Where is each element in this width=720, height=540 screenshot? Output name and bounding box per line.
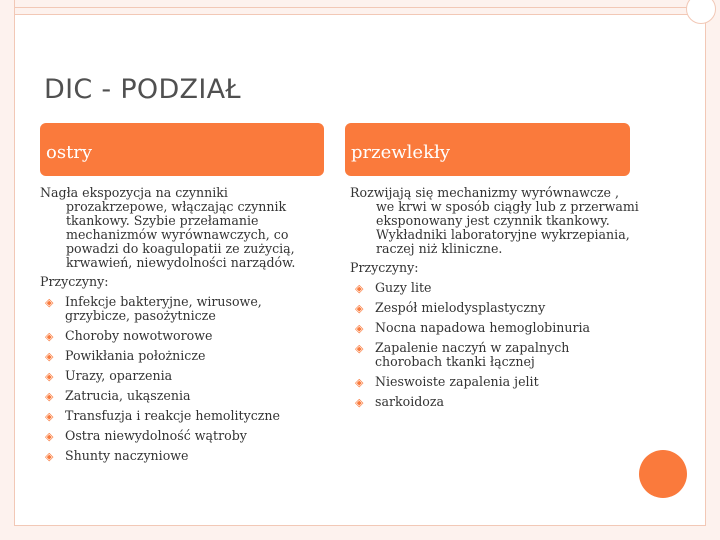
list-item: ◈ Nocna napadowa hemoglobinuria — [355, 320, 591, 335]
diamond-bullet-icon: ◈ — [355, 342, 364, 355]
decor-circle-bottom — [639, 450, 687, 498]
list-item: ◈ Zespół mielodysplastyczny — [355, 300, 546, 315]
list-item: ◈ Zatrucia, ukąszenia — [45, 388, 191, 403]
diamond-bullet-icon: ◈ — [355, 282, 364, 295]
diamond-bullet-icon: ◈ — [45, 330, 54, 343]
diamond-bullet-icon: ◈ — [45, 430, 54, 443]
diamond-bullet-icon: ◈ — [45, 450, 54, 463]
diamond-bullet-icon: ◈ — [45, 296, 54, 309]
decor-circle-top — [686, 0, 716, 24]
list-item: ◈ Zapalenie naczyń w zapalnych chorobach tkanki łącznej — [355, 340, 570, 369]
list-item: ◈ Powikłania położnicze — [45, 348, 206, 363]
list-item: ◈ Choroby nowotworowe — [45, 328, 213, 343]
column-acute — [40, 186, 330, 463]
header-chronic — [345, 123, 630, 176]
diamond-bullet-icon: ◈ — [45, 390, 54, 403]
acute-description: Nagła ekspozycja na czynniki prozakrzepowe, włączając czynnik tkankowy. Szybie przełamanie mechanizmów wyrównawczych, co powadzi do koagulopatii ze zużycią, krwawień, niewydolności narządów. — [40, 185, 296, 270]
list-item: ◈ Urazy, oparzenia — [45, 368, 173, 383]
list-item: ◈ Infekcje bakteryjne, wirusowe, grzybicze, pasożytnicze — [45, 294, 262, 323]
diamond-bullet-icon: ◈ — [355, 396, 364, 409]
chronic-causes-list — [350, 281, 640, 409]
list-item: ◈ Transfuzja i reakcje hemolityczne — [45, 408, 280, 423]
diamond-bullet-icon: ◈ — [45, 350, 54, 363]
top-divider — [14, 7, 706, 8]
list-item: ◈ Ostra niewydolność wątroby — [45, 428, 247, 443]
acute-causes-list — [40, 295, 330, 463]
list-item: ◈ Guzy lite — [355, 280, 432, 295]
slide-title: DIC - PODZIAŁ — [44, 74, 241, 105]
diamond-bullet-icon: ◈ — [45, 410, 54, 423]
left-corner-line — [14, 0, 15, 30]
list-item: ◈ sarkoidoza — [355, 394, 445, 409]
header-chronic-label: przewlekły — [351, 142, 450, 163]
chronic-causes-label: Przyczyny: — [350, 260, 419, 275]
header-acute-label: ostry — [46, 142, 93, 163]
diamond-bullet-icon: ◈ — [355, 376, 364, 389]
diamond-bullet-icon: ◈ — [45, 370, 54, 383]
column-chronic — [350, 186, 640, 409]
acute-causes-label: Przyczyny: — [40, 274, 109, 289]
diamond-bullet-icon: ◈ — [355, 302, 364, 315]
chronic-description: Rozwijają się mechanizmy wyrównawcze , we krwi w sposób ciągły lub z przerwami eksponowany jest czynnik tkankowy. Wykładniki laboratoryjne wykrzepiania, raczej niż kliniczne. — [350, 185, 639, 256]
list-item: ◈ Nieswoiste zapalenia jelit — [355, 374, 539, 389]
list-item: ◈ Shunty naczyniowe — [45, 448, 189, 463]
diamond-bullet-icon: ◈ — [355, 322, 364, 335]
header-acute — [40, 123, 324, 176]
